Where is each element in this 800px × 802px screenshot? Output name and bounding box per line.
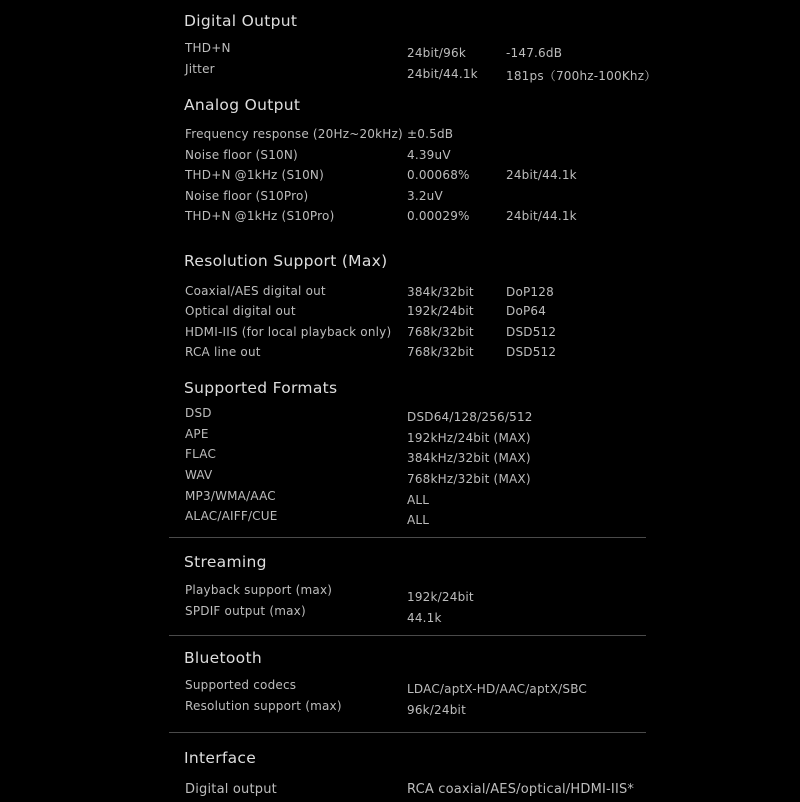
spec-row — [0, 513, 800, 533]
section-divider — [169, 537, 646, 538]
spec-label: Coaxial/AES digital out — [185, 284, 326, 298]
spec-value: 192kHz/24bit (MAX) — [407, 431, 531, 445]
spec-row — [0, 345, 800, 365]
spec-label: ALAC/AIFF/CUE — [185, 509, 278, 523]
section-divider — [169, 732, 646, 733]
spec-value: 0.00068% — [407, 168, 470, 182]
spec-label: MP3/WMA/AAC — [185, 489, 276, 503]
section-title: Supported Formats — [184, 379, 338, 397]
spec-label: WAV — [185, 468, 213, 482]
section-title: Interface — [184, 749, 257, 767]
spec-value: 44.1k — [407, 611, 442, 625]
spec-label: Playback support (max) — [185, 583, 333, 597]
section-title: Bluetooth — [184, 649, 262, 667]
spec-value: 24bit/96k — [407, 46, 466, 60]
section-title: Analog Output — [184, 96, 301, 114]
spec-value: 0.00029% — [407, 209, 470, 223]
spec-value-secondary: -147.6dB — [506, 46, 563, 60]
spec-value: LDAC/aptX-HD/AAC/aptX/SBC — [407, 682, 587, 696]
spec-label: Resolution support (max) — [185, 699, 342, 713]
spec-value-secondary: DSD512 — [506, 345, 557, 359]
spec-value: DSD64/128/256/512 — [407, 410, 533, 424]
spec-value-secondary: DoP128 — [506, 285, 554, 299]
spec-label: Noise floor (S10N) — [185, 148, 298, 162]
spec-label: FLAC — [185, 447, 217, 461]
spec-row — [0, 189, 800, 209]
spec-row — [0, 127, 800, 147]
spec-label: THD+N — [185, 41, 231, 55]
spec-label: APE — [185, 427, 209, 441]
section-title: Streaming — [184, 553, 267, 571]
spec-label: HDMI-IIS (for local playback only) — [185, 325, 392, 339]
spec-value: 768k/32bit — [407, 325, 474, 339]
spec-value: ALL — [407, 513, 430, 527]
spec-label: THD+N @1kHz (S10Pro) — [185, 209, 335, 223]
spec-row — [0, 611, 800, 631]
section-title: Digital Output — [184, 12, 298, 30]
spec-label: Noise floor (S10Pro) — [185, 189, 309, 203]
spec-value: 96k/24bit — [407, 703, 466, 717]
spec-value-secondary: DoP64 — [506, 304, 547, 318]
spec-value: RCA coaxial/AES/optical/HDMI-IIS* — [407, 782, 635, 797]
spec-value: 384k/32bit — [407, 285, 474, 299]
spec-value: ALL — [407, 493, 430, 507]
spec-row — [0, 284, 800, 304]
spec-value: ±0.5dB — [407, 127, 454, 141]
spec-row — [0, 325, 800, 345]
spec-value: 384kHz/32bit (MAX) — [407, 451, 531, 465]
spec-value: 192k/24bit — [407, 590, 474, 604]
spec-value: 24bit/44.1k — [407, 67, 478, 81]
section-title: Resolution Support (Max) — [184, 252, 388, 270]
spec-label: SPDIF output (max) — [185, 604, 306, 618]
spec-label: RCA line out — [185, 345, 261, 359]
spec-row — [0, 209, 800, 229]
spec-label: THD+N @1kHz (S10N) — [185, 168, 324, 182]
spec-row — [0, 168, 800, 188]
spec-row — [0, 148, 800, 168]
spec-row — [0, 67, 800, 87]
spec-label: DSD — [185, 406, 212, 420]
spec-row — [0, 703, 800, 723]
spec-value-secondary: DSD512 — [506, 325, 557, 339]
spec-value: 768kHz/32bit (MAX) — [407, 472, 531, 486]
spec-value: 768k/32bit — [407, 345, 474, 359]
spec-row — [0, 304, 800, 324]
spec-label: Jitter — [185, 62, 215, 76]
section-divider — [169, 635, 646, 636]
spec-value: 192k/24bit — [407, 304, 474, 318]
spec-value: 3.2uV — [407, 189, 443, 203]
spec-label: Supported codecs — [185, 678, 297, 692]
spec-row — [0, 782, 800, 802]
spec-label: Digital output — [185, 782, 277, 797]
spec-value-secondary: 24bit/44.1k — [506, 209, 577, 223]
spec-value: 4.39uV — [407, 148, 451, 162]
spec-value-secondary: 24bit/44.1k — [506, 168, 577, 182]
spec-value-secondary: 181ps（700hz-100Khz） — [506, 69, 657, 83]
spec-label: Frequency response (20Hz~20kHz) — [185, 127, 403, 141]
spec-label: Optical digital out — [185, 304, 296, 318]
